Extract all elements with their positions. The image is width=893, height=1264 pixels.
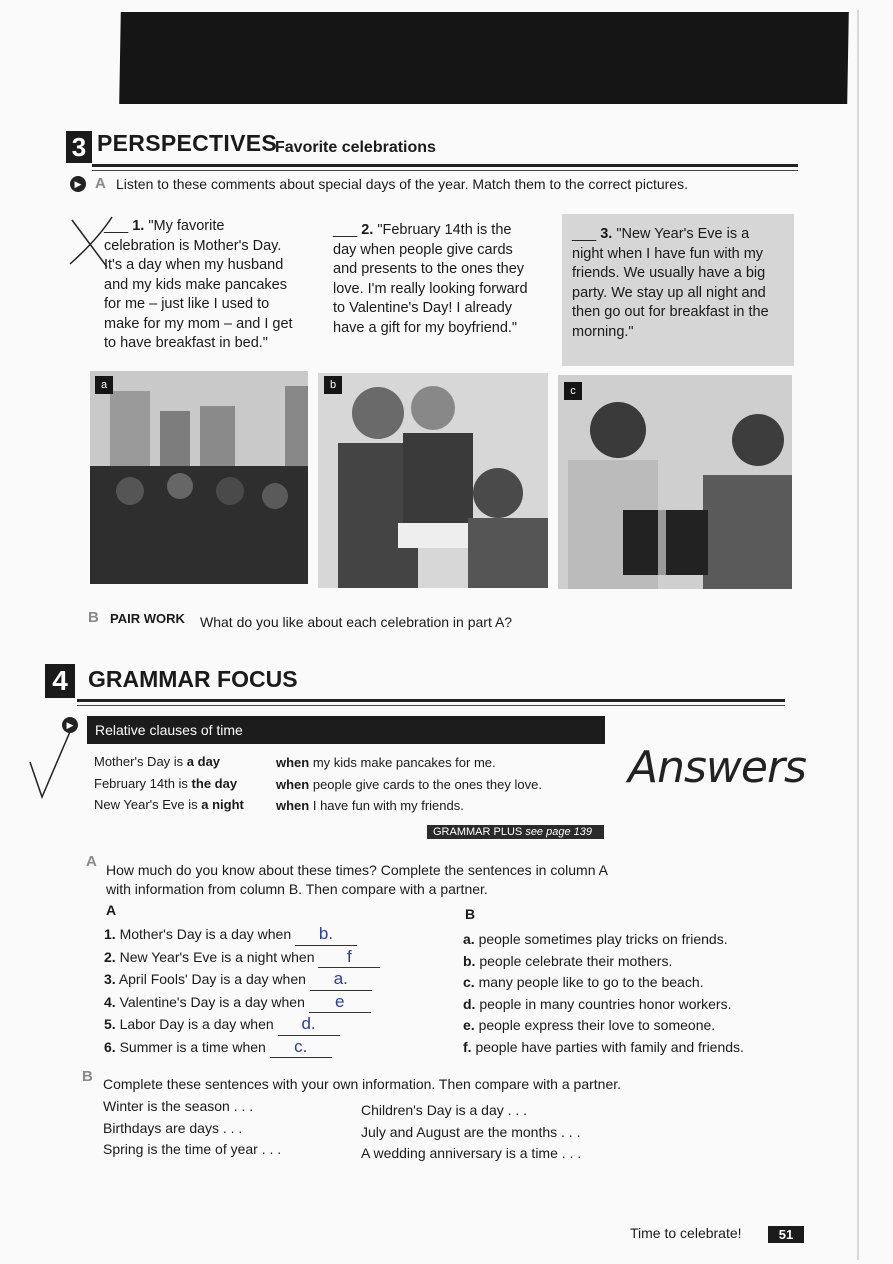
comment-line: to Valentine's Day! I already bbox=[333, 300, 513, 316]
prompt: Winter is the season . . . bbox=[103, 1098, 254, 1114]
list-item: d. people in many countries honor workers. bbox=[463, 995, 732, 1012]
comment-line: and my kids make pancakes bbox=[104, 276, 287, 293]
comment-line: love. I'm really looking forward bbox=[333, 280, 528, 297]
comment-line: morning." bbox=[572, 323, 634, 340]
part-a-instruction: Listen to these comments about special days of the year. Match them to the correct pictures. bbox=[116, 176, 688, 192]
photo-a-label: a bbox=[95, 376, 113, 394]
column-a-header: A bbox=[106, 902, 117, 918]
comment-line: for me – just like I used to bbox=[104, 296, 270, 312]
list-item: e. people express their love to someone. bbox=[463, 1017, 716, 1033]
example-bold: the day bbox=[191, 775, 238, 791]
section-number-badge: 4 bbox=[45, 664, 75, 698]
handwritten-answers-note: Answers bbox=[628, 742, 806, 793]
example-rest: I have fun with my friends. bbox=[309, 798, 464, 813]
comment-2 bbox=[333, 221, 553, 338]
comment-line: then go out for breakfast in the bbox=[572, 304, 769, 320]
example-when: when bbox=[276, 798, 310, 813]
answer-blank[interactable]: e bbox=[309, 991, 371, 1014]
handwritten-check-mark bbox=[22, 722, 82, 802]
grammar-plus-link[interactable] bbox=[427, 825, 604, 839]
list-item: 1. Mother's Day is a day when b. bbox=[104, 923, 380, 946]
list-item: c. many people like to go to the beach. bbox=[463, 974, 704, 990]
example-when: when bbox=[276, 755, 310, 770]
comment-line: friends. We usually have a big bbox=[572, 265, 766, 281]
page-number: 51 bbox=[768, 1226, 804, 1243]
column-b-header: B bbox=[465, 906, 476, 922]
comment-line: to have breakfast in bed." bbox=[104, 335, 268, 351]
grammar-box-title: Relative clauses of time bbox=[87, 716, 605, 744]
prompt: Spring is the time of year . . . bbox=[103, 1141, 282, 1157]
list-item: 6. Summer is a time when c. bbox=[104, 1036, 380, 1059]
column-b-list bbox=[463, 929, 744, 1058]
part-b-instruction: What do you like about each celebration in part A? bbox=[200, 614, 513, 630]
instruction-line: with information from column B. Then compare with a partner. bbox=[106, 881, 488, 897]
list-item: 5. Labor Day is a day when d. bbox=[104, 1013, 380, 1036]
part-b-left-prompts bbox=[103, 1096, 281, 1161]
pair-work-label: PAIR WORK bbox=[110, 611, 185, 626]
comment-number: 1. bbox=[132, 218, 145, 234]
comment-line: It's a day when my husband bbox=[104, 257, 284, 273]
comment-line: party. We stay up all night and bbox=[572, 284, 766, 301]
section-subtitle: Favorite celebrations bbox=[275, 139, 436, 156]
part-b-right-prompts bbox=[361, 1100, 581, 1165]
section-title: PERSPECTIVES bbox=[97, 130, 277, 156]
part-b-instruction: Complete these sentences with your own information. Then compare with a partner. bbox=[103, 1076, 622, 1092]
grammar-examples-right bbox=[276, 752, 542, 817]
comment-blank[interactable]: ___ bbox=[333, 222, 358, 238]
list-item: 3. April Fools' Day is a day when a. bbox=[104, 968, 380, 991]
footer-title: Time to celebrate! bbox=[630, 1225, 742, 1241]
photo-b bbox=[318, 373, 548, 588]
section-number-badge: 3 bbox=[66, 131, 92, 163]
example-bold: a night bbox=[201, 797, 244, 812]
prompt: A wedding anniversary is a time . . . bbox=[361, 1145, 582, 1161]
example-bold: a day bbox=[186, 754, 221, 769]
page-edge bbox=[857, 10, 859, 1260]
example-start: February 14th is bbox=[94, 775, 192, 791]
part-a-label: A bbox=[95, 175, 106, 192]
comment-line: day when people give cards bbox=[333, 241, 513, 258]
list-item: b. people celebrate their mothers. bbox=[463, 952, 673, 969]
list-item: 4. Valentine's Day is a day when e bbox=[104, 991, 380, 1014]
header-banner bbox=[119, 12, 849, 104]
photo-a bbox=[90, 371, 308, 584]
section-rule-thin bbox=[77, 705, 785, 706]
comment-line: "My favorite bbox=[148, 218, 225, 234]
prompt: Birthdays are days . . . bbox=[103, 1119, 243, 1136]
grammar-examples-left bbox=[94, 751, 244, 816]
part-b-label: B bbox=[88, 609, 99, 626]
handwritten-x-mark bbox=[62, 212, 122, 272]
prompt: July and August are the months . . . bbox=[361, 1123, 581, 1140]
photo-c bbox=[558, 375, 792, 589]
column-a-list bbox=[104, 923, 380, 1058]
part-a-label: A bbox=[86, 853, 97, 870]
comment-line: make for my mom – and I get bbox=[104, 315, 293, 332]
grammar-plus-label: GRAMMAR PLUS bbox=[433, 826, 523, 838]
instruction-line: How much do you know about these times? Complete the sentences in column A bbox=[106, 862, 608, 878]
comment-line: have a gift for my boyfriend." bbox=[333, 319, 518, 336]
comment-line: night when I have fun with my bbox=[572, 245, 764, 262]
comment-number: 2. bbox=[361, 222, 374, 238]
grammar-plus-page: see page 139 bbox=[525, 826, 592, 838]
list-item: a. people sometimes play tricks on friends. bbox=[463, 931, 728, 947]
comment-number: 3. bbox=[600, 226, 613, 242]
list-item: 2. New Year's Eve is a night when f bbox=[104, 946, 380, 969]
answer-blank[interactable]: d. bbox=[278, 1013, 340, 1036]
section-rule bbox=[77, 699, 785, 702]
section-title: GRAMMAR FOCUS bbox=[88, 666, 298, 692]
example-rest: people give cards to the ones they love. bbox=[309, 776, 542, 792]
prompt: Children's Day is a day . . . bbox=[361, 1102, 528, 1118]
answer-blank[interactable]: b. bbox=[295, 923, 357, 946]
audio-play-icon[interactable]: ▶ bbox=[62, 717, 78, 733]
photo-c-label: c bbox=[564, 382, 582, 400]
example-when: when bbox=[276, 776, 310, 792]
example-rest: my kids make pancakes for me. bbox=[309, 755, 496, 770]
part-b-label: B bbox=[82, 1068, 93, 1085]
section-rule bbox=[92, 164, 798, 167]
part-a-instruction bbox=[106, 861, 608, 899]
example-start: New Year's Eve is bbox=[94, 797, 202, 812]
comment-line: "February 14th is the bbox=[377, 222, 512, 238]
answer-blank[interactable]: a. bbox=[310, 968, 372, 991]
list-item: f. people have parties with family and friends. bbox=[463, 1038, 744, 1055]
answer-blank[interactable]: f bbox=[318, 946, 380, 969]
photo-b-label: b bbox=[324, 376, 342, 394]
comment-blank[interactable]: ___ bbox=[572, 226, 597, 242]
comment-line: and presents to the ones they bbox=[333, 261, 525, 277]
audio-play-icon[interactable]: ▶ bbox=[70, 176, 86, 192]
section-rule-thin bbox=[92, 170, 798, 171]
comment-3 bbox=[572, 225, 792, 342]
comment-1 bbox=[104, 217, 314, 354]
example-start: Mother's Day is bbox=[94, 754, 187, 769]
answer-blank[interactable]: c. bbox=[270, 1036, 332, 1059]
comment-line: "New Year's Eve is a bbox=[616, 226, 750, 242]
comment-line: celebration is Mother's Day. bbox=[104, 237, 282, 254]
comment-blank[interactable]: ___ bbox=[104, 218, 129, 234]
